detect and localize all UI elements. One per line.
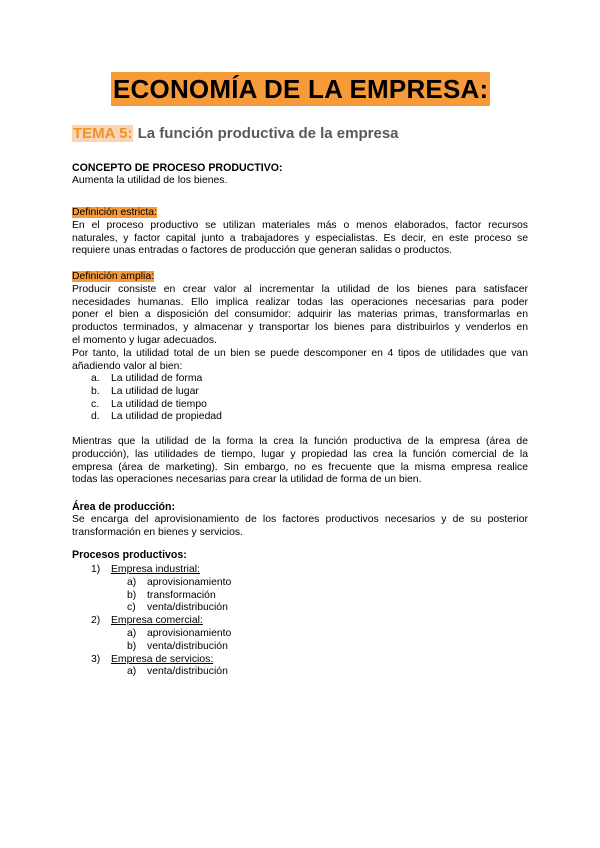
topic-number: TEMA 5: (73, 125, 133, 142)
list-item: c. La utilidad de tiempo (91, 398, 207, 410)
amplia-heading: Definición amplia: (72, 271, 155, 282)
mientras-line: Mientras que la utilidad de la forma la crea la función productiva de la empresa (área de (72, 436, 528, 447)
list-item: a) venta/distribución (127, 666, 228, 678)
topic-title: La función productiva de la empresa (133, 125, 399, 142)
list-item: b. La utilidad de lugar (91, 385, 199, 397)
amplia-line: Producir consiste en crear valor al incrementar la utilidad de los bienes para satisfacer (72, 283, 528, 295)
section-mientras (72, 436, 528, 487)
amplia-line: Por tanto, la utilidad total de un bien se puede descomponer en 4 tipos de utilidades que van (72, 347, 528, 359)
list-item: 2) Empresa comercial: (91, 615, 203, 627)
concepto-heading: CONCEPTO DE PROCESO PRODUCTIVO: (72, 162, 283, 174)
utilidades-list (91, 373, 222, 424)
list-item: d. La utilidad de propiedad (91, 411, 222, 423)
section-area-produccion (72, 501, 528, 540)
topic-heading (72, 124, 399, 144)
list-item: b) venta/distribución (127, 640, 228, 652)
amplia-line: productos terminados, y almacenar y transportar los bienes para distribuirlos y venderlos en (72, 322, 528, 334)
list-item: a) aprovisionamiento (127, 627, 232, 639)
procesos-heading: Procesos productivos: (72, 549, 187, 561)
concepto-text: Aumenta la utilidad de los bienes. (72, 175, 228, 186)
list-item: a) aprovisionamiento (127, 576, 232, 588)
amplia-line: añadiendo valor al bien: (72, 360, 183, 372)
area-heading: Área de producción: (72, 501, 176, 513)
area-line: Se encarga del aprovisionamiento de los factores productivos necesarios y de su posterior (72, 514, 528, 525)
amplia-line: poner el bien a disposición del consumidor: adquirir las materias primas, transformarlas en (72, 309, 528, 321)
section-procesos (72, 549, 528, 562)
list-item: 3) Empresa de servicios: (91, 653, 214, 665)
estricta-line: requiere unas entradas o factores de producción que generan salidas o productos. (72, 245, 453, 257)
estricta-line: En el proceso productivo se utilizan materiales más o menos elaborados, factor recursos (72, 219, 528, 231)
list-item: a. La utilidad de forma (91, 373, 203, 384)
amplia-line: el momento y lugar adecuados. (72, 334, 217, 346)
mientras-line: todas las operaciones necesarias para crear la utilidad de forma de un bien. (72, 474, 422, 486)
list-item: 1) Empresa industrial: (91, 564, 200, 575)
mientras-line: producción), las utilidades de tiempo, lugar y propiedad las crea la función comercial de la (72, 448, 528, 460)
area-line: transformación en bienes y servicios. (72, 526, 243, 538)
list-item: b) transformación (127, 589, 216, 601)
list-item: c) venta/distribución (127, 602, 228, 614)
mientras-line: empresa (área de marketing). Sin embargo, no es frecuente que la misma empresa realice (72, 461, 528, 473)
section-concepto (72, 162, 528, 188)
estricta-heading: Definición estricta: (72, 207, 157, 218)
procesos-list (91, 564, 231, 679)
estricta-line: naturales, y factor capital junto a trabajadores y especialistas. Es decir, en este proceso se (72, 232, 528, 244)
section-definicion-estricta (72, 207, 528, 258)
section-definicion-amplia (72, 271, 528, 373)
document-title: ECONOMÍA DE LA EMPRESA: (113, 74, 489, 104)
amplia-line: necesidades humanas. Ello implica realizar todas las operaciones necesarias para poder (72, 296, 528, 308)
